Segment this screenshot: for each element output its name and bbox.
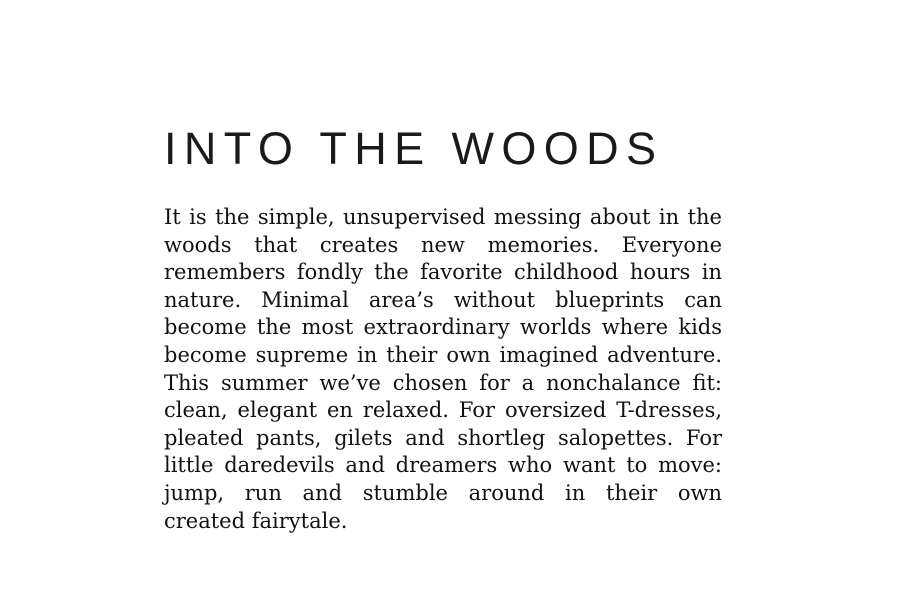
body-line: become the most extraordinary worlds where kids xyxy=(164,315,723,340)
body-line: jump, run and stumble around in their own xyxy=(164,480,722,505)
article-title: INTO THE WOODS xyxy=(164,123,664,174)
body-line: created fairytale. xyxy=(164,508,348,533)
body-line: pleated pants, gilets and shortleg salopettes. For xyxy=(164,425,723,450)
body-line: clean, elegant en relaxed. For oversized T-dresses, xyxy=(164,398,723,423)
article-body xyxy=(164,204,764,535)
body-line: little daredevils and dreamers who want to move: xyxy=(164,453,723,478)
body-line: It is the simple, unsupervised messing about in the xyxy=(164,205,722,229)
body-line: remembers fondly the favorite childhood hours in xyxy=(164,260,723,285)
body-line: woods that creates new memories. Everyone xyxy=(164,232,722,257)
body-line: This summer we’ve chosen for a nonchalance fit: xyxy=(164,370,722,395)
body-line: become supreme in their own imagined adventure. xyxy=(164,342,723,367)
body-line: nature. Minimal area’s without blueprints can xyxy=(164,287,723,312)
